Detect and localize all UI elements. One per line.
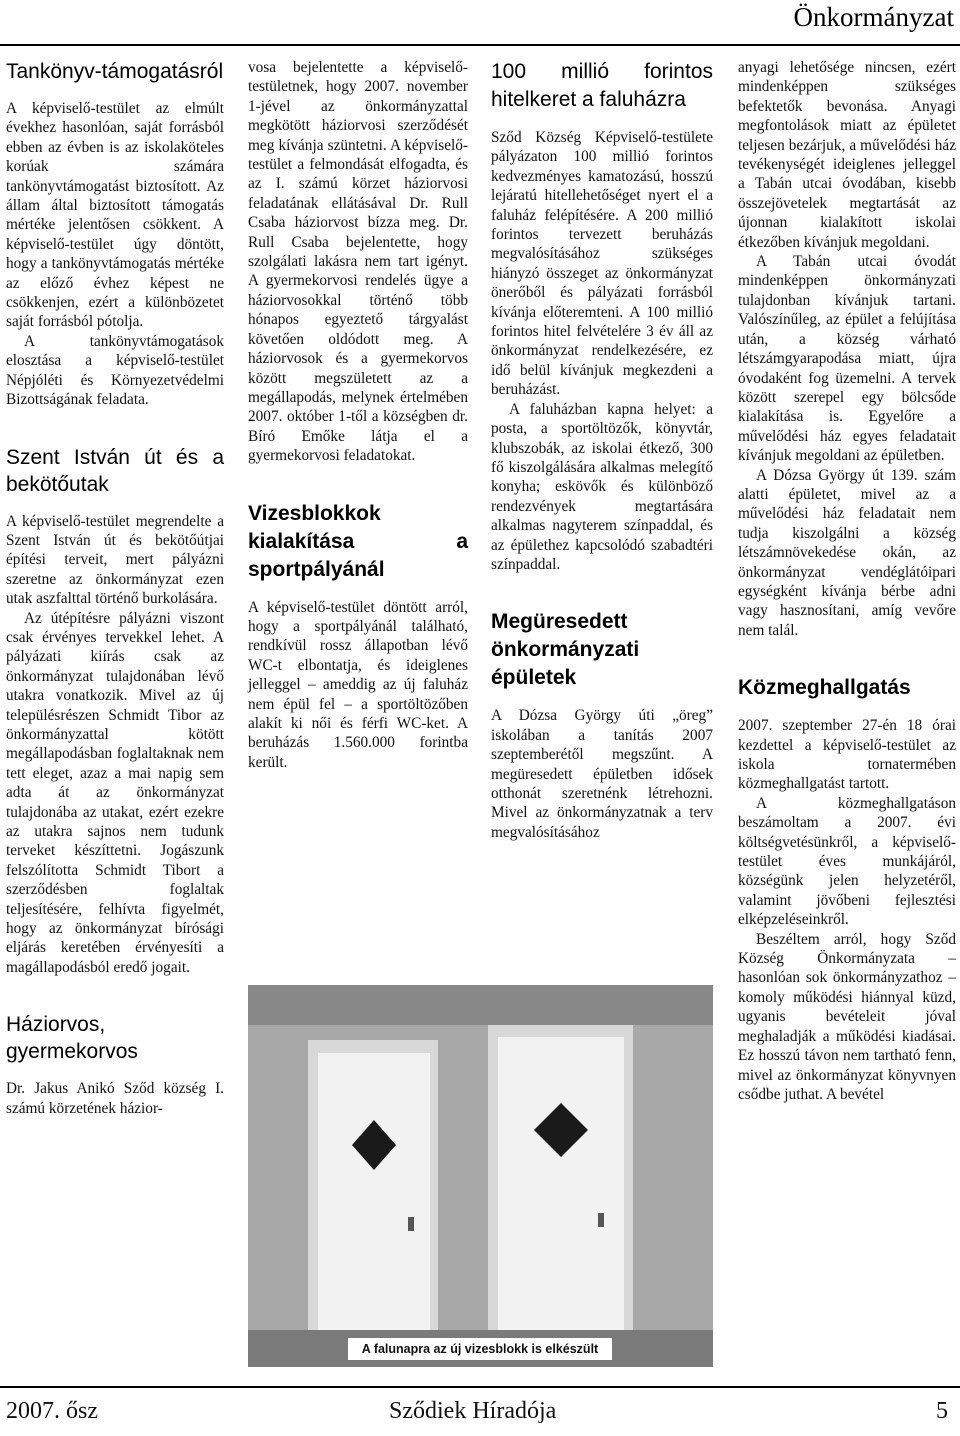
heading-kozmeghallgatas: Közmeghallgatás bbox=[738, 676, 911, 700]
paragraph: Az útépítésre pályázni viszont csak érvényes tervekkel lehet. A pályázati kiírás csak az önkormányzat tulajdonában lévő utakra vonatkozik. Mivel az új településrészen Schmidt Tibor az önkormányzattal kötött megállapodásban foglaltaknak nem tett eleget, azaz a mai napig sem adta át az önkormányzat tulajdonába az utakat, ezért ezekre az utakra sajnos nem tudunk terveket készíttetni. Jogászunk felszólította Schmidt Tibort a szerződésben foglaltak teljesítésére, felhívta figyelmét, hogy az önkormányzat bírósági eljárás keretében érvényesíti a magállapodásból eredő jogait. bbox=[6, 609, 224, 976]
paragraph: A képviselő-testület az elmúlt évekhez hasonlóan, saját forrásból ebben az évben is az iskolaköteles korúak számára tankönyvtámogatást biztosított. Az állam által biztosított támogatás mértéke jelentősen csökkent. A képviselő-testület úgy döntött, hogy a tankönyvtámogatás mértéke az előző évhez képest ne csökkenjen, ezért a különbözetet saját forrásból pótolja. bbox=[6, 100, 224, 331]
paragraph: 2007. szeptember 27-én 18 órai kezdettel a képviselő-testület az iskola tornatermében közmeghallgatást tartott. bbox=[738, 717, 956, 793]
column-1 bbox=[6, 58, 224, 1118]
paragraph: anyagi lehetősége nincsen, ezért mindenképpen szükséges befektetők bevonása. Anyagi megfontolások miatt az épületet teljesen bezárjuk, a művelődési ház tevékenységét ideiglenes jelleggel a Tabán utcai óvodában, kisebb összejövetelek megtartását az újonnan kialakított iskolai étkezőben kívánjuk megoldani. bbox=[738, 59, 956, 251]
column-2 bbox=[248, 58, 468, 772]
paragraph: A közmeghallgatáson beszámoltam a 2007. évi költségvetésünkről, a képviselő-testület éves munkájáról, községünk jelen helyzetéről, valamint jövőbeni fejlesztési elképzeléseinkről. bbox=[738, 794, 956, 929]
footer-publication: Sződiek Híradója bbox=[389, 1398, 557, 1424]
photo-wc-doors bbox=[248, 985, 713, 1367]
paragraph: A képviselő-testület megrendelte a Szent István út és bekötőútjai építési terveit, mert pályázni szeretne az önkormányzat ezen utak aszfalttal történő burkolására. bbox=[6, 512, 224, 608]
paragraph: vosa bejelentette a képviselő-testületnek, hogy 2007. november 1-jével az önkormányzattal megkötött háziorvosi szerződését meg kívánja szüntetni. A képviselő-testület a felmondását elfogadta, és az I. számú körzet háziorvosi feladatának ellátásával Dr. Rull Csaba háziorvost bízza meg. Dr. Rull Csaba bejelentette, hogy szolgálati lakásra nem tart igényt. A gyermekorvosi rendelés ügye a háziorvosokkal történő több hónapos egyeztető tárgyalást követően oldódott meg. A háziorvosok és a gyermekorvos között megszületett az a megállapodás, melynek értelmében 2007. október 1-től a községben dr. Bíró Emőke látja el a gyermekorvosi feladatokat. bbox=[248, 59, 468, 465]
paragraph: A Tabán utcai óvodát mindenképpen önkormányzati tulajdonban kívánjuk tartani. Valószínűleg, az épület a felújítása után, a község várható létszámgyarapodása miatt, újra óvodaként fog üzemelni. A tervek között szerepel egy bölcsőde kialakítása is. Egyelőre a művelődési ház egyes feladatait kívánjuk megoldani az épületben. bbox=[738, 253, 956, 465]
paragraph: A képviselő-testület döntött arról, hogy a sportpályánál található, rendkívül rossz állapotban lévő WC-t elbontatja, és ideiglenes jelleggel – ameddig az új faluház nem épül fel – a sportöltözőben alakít ki női és férfi WC-ket. A beruházás 1.560.000 forintba került. bbox=[248, 598, 468, 771]
heading-tankonyv: Tankönyv-támogatásról bbox=[6, 60, 224, 83]
paragraph: A Dózsa György út 139. szám alatti épületet, mivel az a művelődési ház feladatait nem tudja kiszolgálni a község létszámnövekedése okán, az önkormányzat vendéglátóipari egységként kívánja bérbe adni vagy hasznosítani, amíg vevőre nem talál. bbox=[738, 466, 956, 639]
column-3 bbox=[491, 58, 713, 842]
page-number: 5 bbox=[936, 1398, 948, 1424]
paragraph: Sződ Község Képviselő-testülete pályázaton 100 millió forintos kedvezményes kamatozású, hosszú lejáratú hitellehetőséget nyert el a faluház felépítésére. A 200 millió forintos tervezett beruházás megvalósításához szükséges hiányzó összeget az önkormányzat önerőből és pályázati forrásból kívánja előteremteni. A 100 millió forintos hitel felvételére 3 év áll az önkormányzat rendelkezésére, ez idő belül kívánjuk megkezdeni a beruházást. bbox=[491, 129, 713, 399]
column-4 bbox=[738, 58, 956, 1104]
paragraph: A tankönyvtámogatások elosztása a képviselő-testület Népjóléti és Környezetvédelmi Bizottságának feladata. bbox=[6, 332, 224, 409]
footer-date: 2007. ősz bbox=[6, 1398, 98, 1424]
paragraph: A Dózsa György úti „öreg” iskolában a tanítás 2007 szeptemberétől megszűnt. A megüresedett épületben idősek otthonát szeretnénk létrehozni. Mivel az önkormányzatnak a terv megvalósításához bbox=[491, 707, 713, 841]
heading-vizesblokk: Vizesblokkok kialakítása a sportpályánál bbox=[248, 501, 468, 581]
heading-szent-istvan: Szent István út és a bekötőutak bbox=[6, 445, 224, 496]
paragraph: Beszéltem arról, hogy Sződ Község Önkormányzata – hasonlóan sok önkormányzathoz – komoly működési hiánnyal küzd, ugyanis bevételeit jóval meghaladják a működési kiadásai. Ez hosszú távon nem tartható fenn, mivel az önkormányzat könyvnyen csődbe juthat. A bevétel bbox=[738, 930, 956, 1103]
heading-hitelkeret: 100 millió forintos hitelkeret a faluházra bbox=[491, 60, 713, 111]
heading-megueresedett: Megüresedett önkormányzati épületek bbox=[491, 610, 640, 690]
section-title: Önkormányzat bbox=[793, 2, 954, 32]
header-band bbox=[0, 0, 960, 46]
photo-caption: A falunapra az új vizesblokk is elkészült bbox=[348, 1338, 612, 1360]
doors-illustration bbox=[248, 985, 713, 1367]
paragraph: A faluházban kapna helyet: a posta, a sportöltözők, könyvtár, klubszobák, az iskolai étkező, 300 fő kiszolgálására alkalmas melegítő konyha; eskövők és különböző rendezvények megtartására alkalmas nagyterem színpaddal, és az épülethez kapcsolódó szabadtéri színpaddal. bbox=[491, 400, 713, 573]
heading-haziorvos: Háziorvos, gyermekorvos bbox=[6, 1013, 138, 1064]
paragraph: Dr. Jakus Anikó Sződ község I. számú körzetének házior- bbox=[6, 1080, 224, 1117]
footer-rule bbox=[0, 1386, 960, 1388]
